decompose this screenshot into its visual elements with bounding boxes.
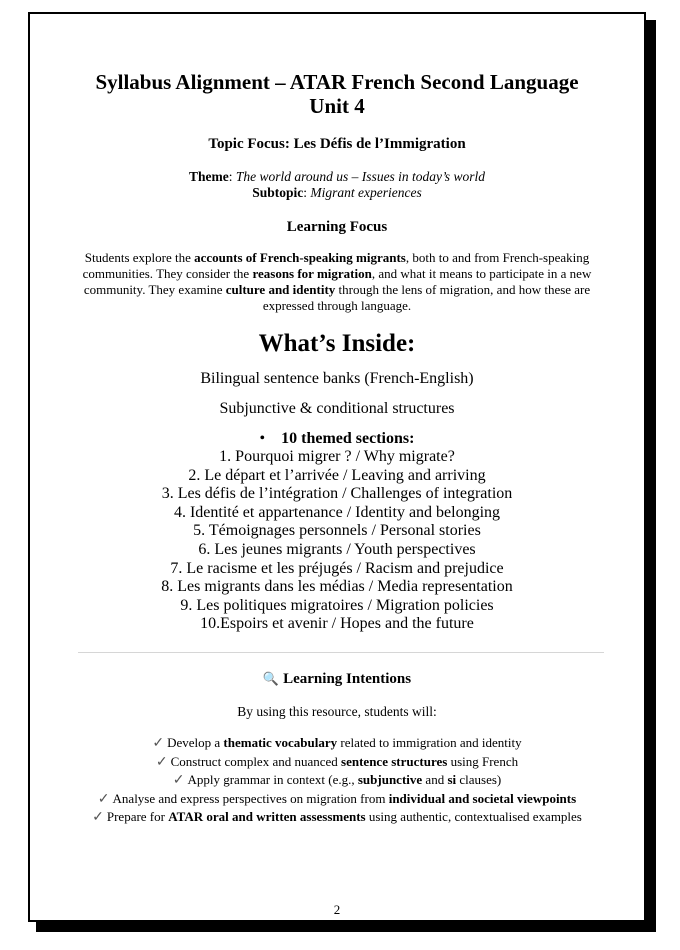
learning-intentions-list [30,734,644,827]
page-title [30,70,644,118]
section-item: 1. Pourquoi migrer ? / Why migrate? [219,448,455,465]
whats-inside-heading: What’s Inside: [258,330,416,357]
lf-text: , and what it means to participate in a new community. They examine [83,266,592,297]
theme-value: The world around us – Issues in today’s world [235,169,485,184]
lf-text: through the lens of migration, and how these are expressed through language. [262,282,591,313]
intention-bold: ATAR oral and written assessments [168,809,366,825]
lf-text: Students explore the [84,250,195,265]
intention-text: Analyse and express perspectives on migration from [112,790,389,806]
intention-item [30,753,644,772]
sections-heading-label: 10 themed sections: [281,430,415,447]
intention-text: related to immigration and identity [337,734,522,750]
intention-text: and [422,772,448,788]
checkmark-icon: ✓ [155,754,168,770]
lf-bold: accounts of French-speaking migrants [194,250,406,265]
section-item: 3. Les défis de l’intégration / Challenges of integration [161,485,513,503]
subtopic-value: Migrant experiences [310,185,422,200]
learning-intentions-heading [30,671,644,688]
intention-text: Apply grammar in context (e.g., [187,772,358,788]
checkmark-icon: ✓ [97,791,110,807]
sections-list [30,448,644,634]
section-item: 6. Les jeunes migrants / Youth perspectives [198,540,476,558]
subtopic-label: Subtopic [252,185,304,200]
checkmark-icon: ✓ [152,735,165,751]
bullet-icon: • [259,430,266,447]
intention-item [90,808,584,827]
learning-intentions-label: Learning Intentions [283,670,412,687]
inside-line-1: Bilingual sentence banks (French-English) [200,370,474,387]
subtopic-line: Subtopic: Migrant experiences [252,185,422,200]
checkmark-icon: ✓ [92,810,104,826]
intention-bold: subjunctive [357,772,423,788]
section-item: 5. Témoignages personnels / Personal stories [193,522,481,540]
sections-heading [30,430,644,448]
learning-intentions-intro: By using this resource, students will: [237,703,437,719]
theme-block [30,169,644,201]
intention-bold: si [447,772,457,788]
page-content [30,14,644,827]
section-item: 2. Le départ et l’arrivée / Leaving and arriving [188,466,486,484]
intention-bold: thematic vocabulary [223,734,338,750]
section-item: 8. Les migrants dans les médias / Media representation [161,578,513,596]
section-item: 7. Le racisme et les préjugés / Racism and prejudice [170,559,504,577]
intention-bold: sentence structures [341,753,448,769]
intention-text: Develop a [167,734,224,750]
intention-item [30,790,644,809]
checkmark-icon: ✓ [172,773,185,789]
inside-line-2: Subjunctive & conditional structures [219,400,455,417]
intention-item [30,734,644,753]
learning-focus-heading: Learning Focus [286,219,388,235]
intention-item [30,771,644,790]
lf-bold: culture and identity [225,282,336,297]
magnifying-glass-icon: 🔍 [262,670,280,686]
lf-bold: reasons for migration [252,266,372,281]
section-divider [78,652,604,653]
theme-label: Theme [189,169,229,184]
intention-text: Construct complex and nuanced [170,753,342,769]
intention-text: using French [447,753,519,769]
intention-text: clauses) [456,772,502,788]
title-line-2: Unit 4 [309,94,365,118]
topic-focus: Topic Focus: Les Défis de l’Immigration [208,136,466,152]
section-item: 9. Les politiques migratoires / Migration policies [180,596,494,614]
learning-focus-paragraph [68,250,606,314]
theme-line: Theme: The world around us – Issues in today’s world [189,169,485,184]
title-line-1: Syllabus Alignment – ATAR French Second Language [95,70,579,94]
section-item: 4. Identité et appartenance / Identity and belonging [173,503,501,521]
section-item: 10.Espoirs et avenir / Hopes and the future [200,615,474,633]
intention-text: using authentic, contextualised examples [365,809,582,825]
intention-text: Prepare for [106,809,169,825]
lf-text: , both to and from French-speaking communities. They consider the [82,250,590,281]
page-number: 2 [333,902,341,917]
document-page [28,12,646,922]
intention-bold: individual and societal viewpoints [388,790,577,806]
